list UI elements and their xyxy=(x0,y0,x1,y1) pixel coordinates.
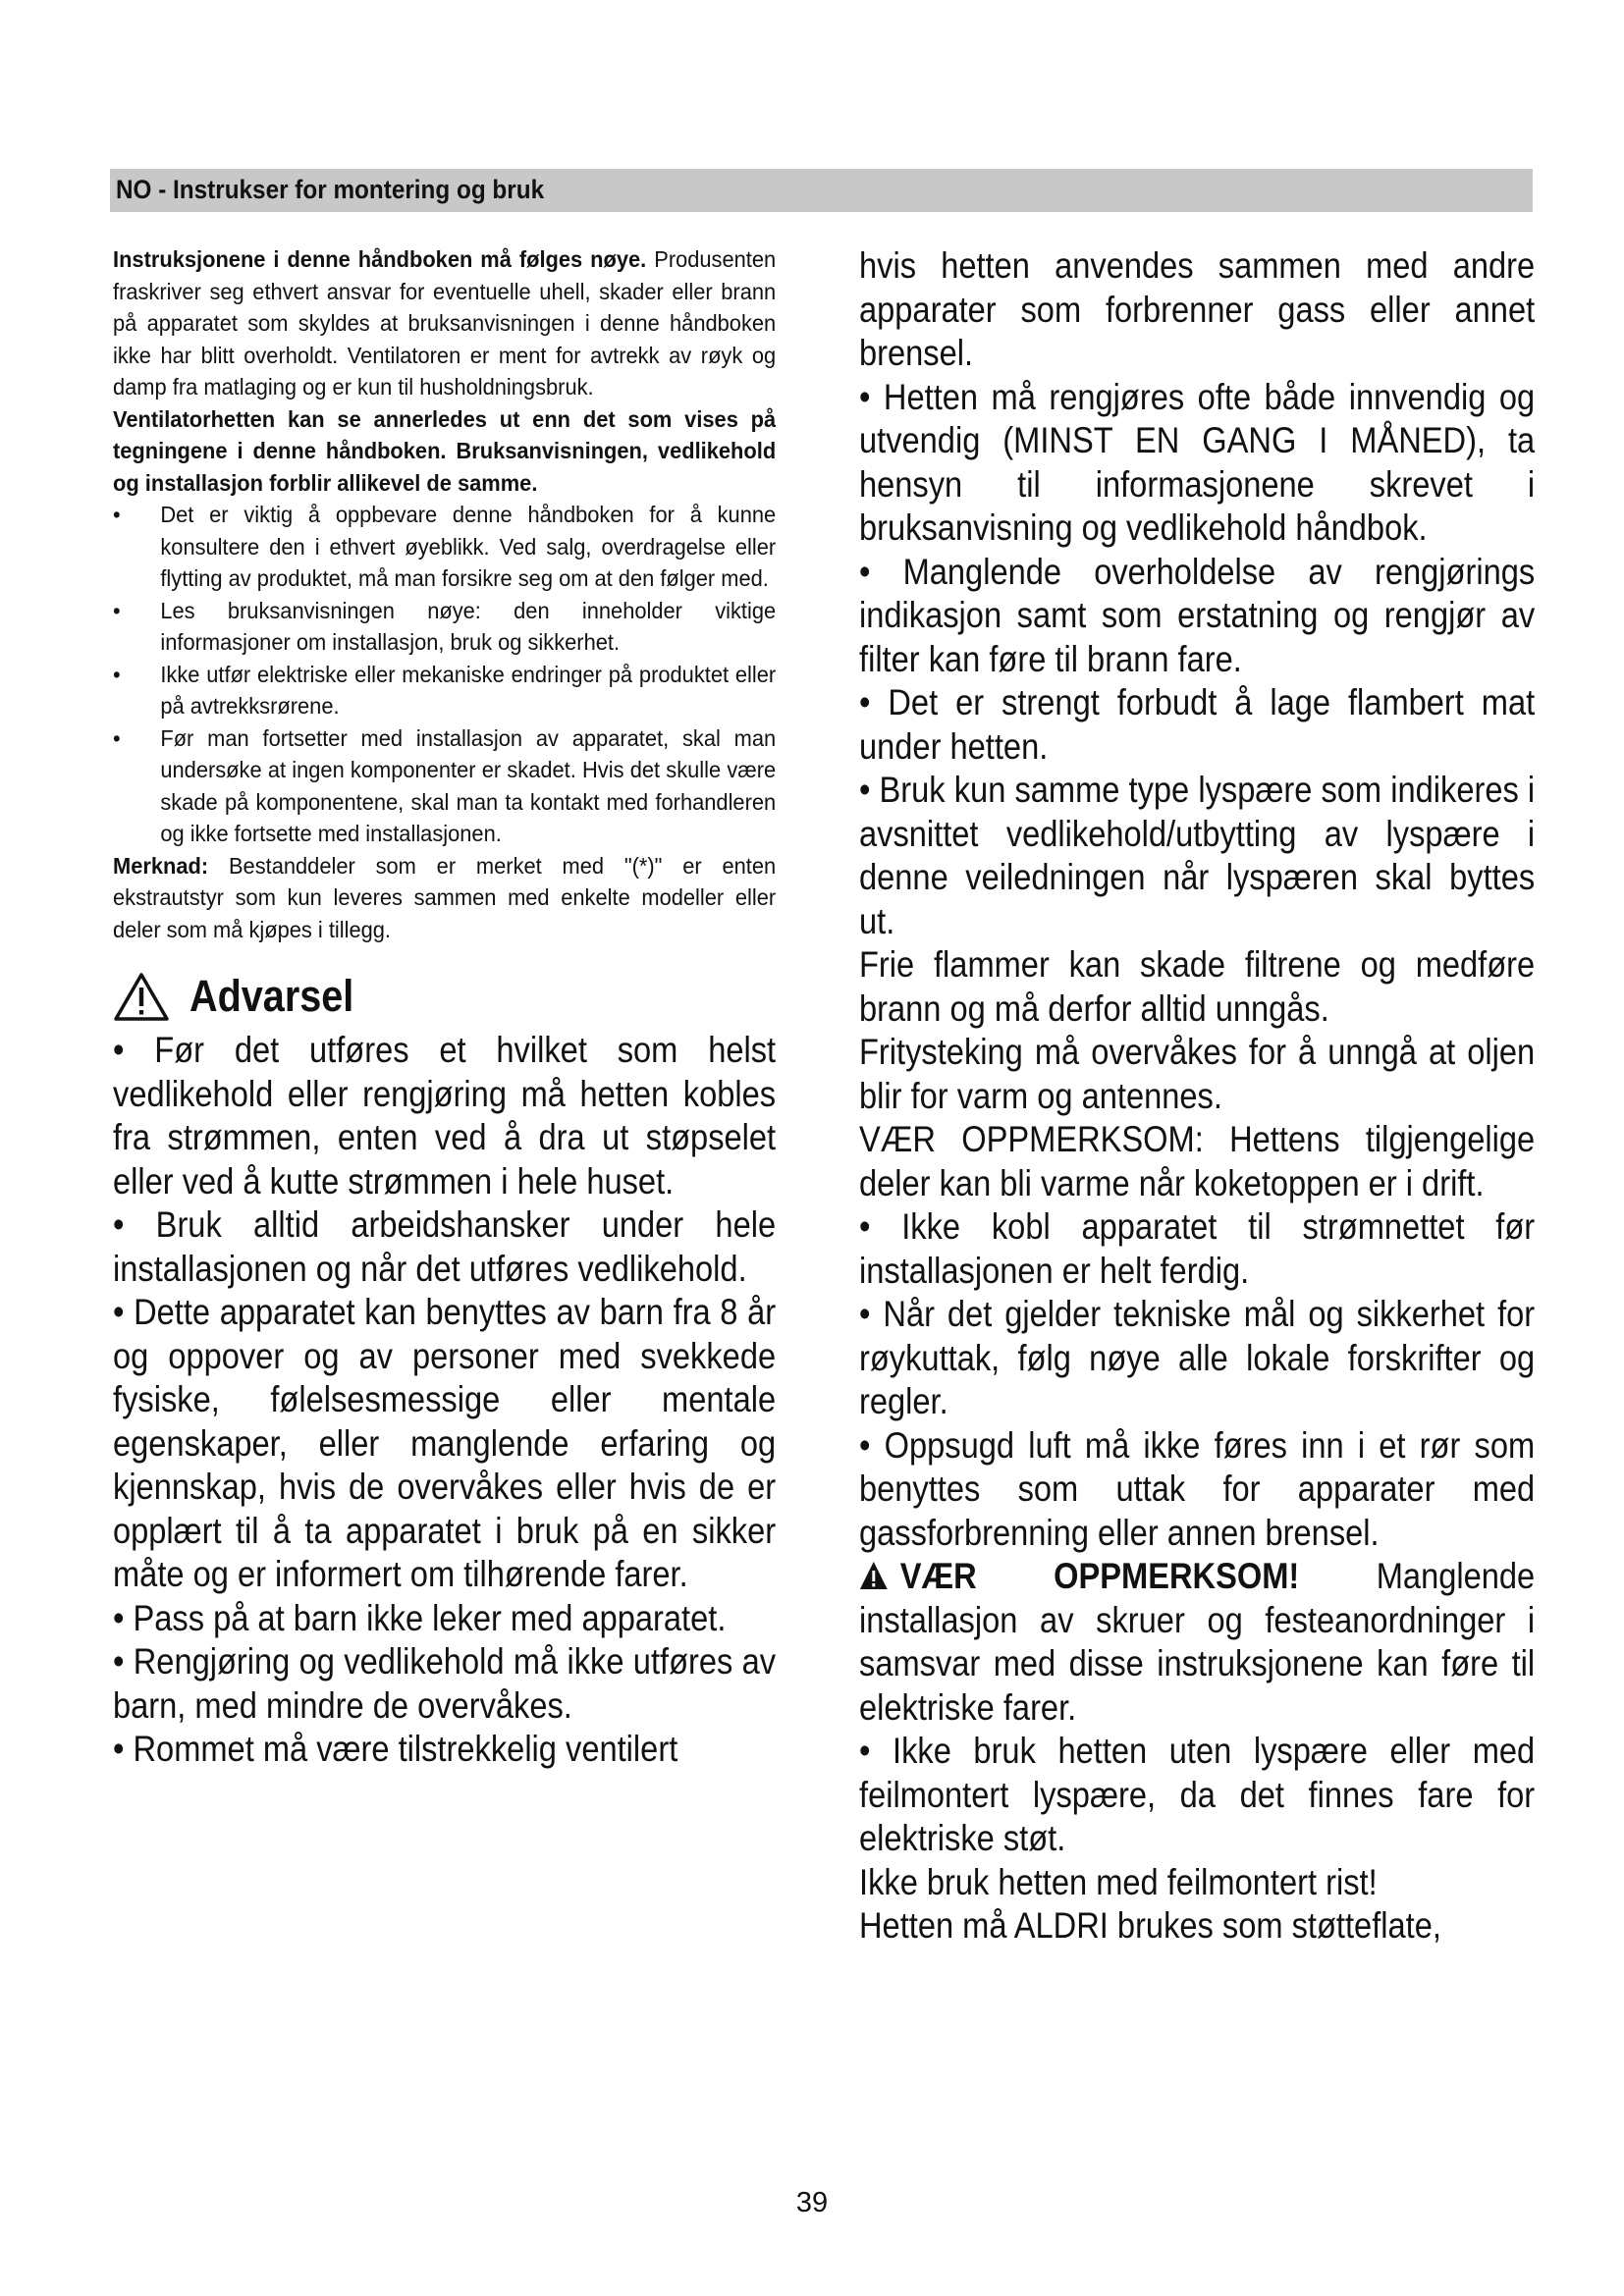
warning-item: • Bruk alltid arbeidshansker under hele installasjonen og når det utføres vedlikehold. xyxy=(113,1203,777,1289)
caution-text: Manglende installasjon av skruer og festeanordninger i samsvar med disse instruksjonene kan føre til elektriske farer. xyxy=(859,1555,1536,1728)
paragraph: • Det er strengt forbudt å lage flambert mat under hetten. xyxy=(859,681,1536,767)
paragraph: hvis hetten anvendes sammen med andre apparater som forbrenner gass eller annet brensel. xyxy=(859,244,1536,373)
paragraph: • Ikke kobl apparatet til strømnettet før installasjonen er helt ferdig. xyxy=(859,1205,1536,1291)
paragraph: • Manglende overholdelse av rengjørings indikasjon samt som erstatning og rengjør av filter kan føre til brann fare. xyxy=(859,550,1536,679)
list-item: • Det er viktig å oppbevare denne håndboken for å kunne konsultere den i ethvert øyeblikk. Ved salg, overdragelse eller flytting av produktet, må man forsikre seg om at den følger med. xyxy=(113,502,777,591)
paragraph: • Oppsugd luft må ikke føres inn i et rør som benyttes som uttak for apparater med gassforbrenning eller annen brensel. xyxy=(859,1423,1536,1553)
section-title: NO - Instrukser for montering og bruk xyxy=(116,175,545,204)
paragraph: Frie flammer kan skade filtrene og medføre brann og må derfor alltid unngås. xyxy=(859,943,1536,1029)
left-column xyxy=(113,243,776,1771)
section-header-bar xyxy=(110,169,1533,212)
intro-text: Produsenten fraskriver seg ethvert ansvar for eventuelle uhell, skader eller brann på apparatet som skyldes at bruksanvisningen i denne håndboken ikke har blitt overholdt. Ventilatoren er ment for avtrekk av røyk og damp fra matlaging og er kun til husholdningsbruk. xyxy=(113,246,777,400)
intro-paragraph xyxy=(113,243,776,403)
list-item: • Ikke utfør elektriske eller mekaniske endringer på produktet eller på avtrekksrørene. xyxy=(113,661,777,719)
paragraph: Fritysteking må overvåkes for å unngå at oljen blir for varm og antennes. xyxy=(859,1031,1536,1116)
right-text xyxy=(859,243,1535,1948)
note-label: Merknad: xyxy=(113,852,209,879)
warning-list xyxy=(113,1028,776,1771)
intro-block xyxy=(113,243,776,945)
list-item: • Før man fortsetter med installasjon av apparatet, skal man undersøke at ingen komponenter er skadet. Hvis det skulle være skade på komponentene, skal man ta kontakt med forhandleren og ikke fortsette med installasjonen. xyxy=(113,724,777,846)
paragraph: Ikke bruk hetten med feilmontert rist! xyxy=(859,1860,1378,1902)
paragraph: • Hetten må rengjøres ofte både innvendig og utvendig (MINST EN GANG I MÅNED), ta hensyn til informasjonene skrevet i bruksanvisning og vedlikehold håndbok. xyxy=(859,375,1536,548)
paragraph: Hetten må ALDRI brukes som støtteflate, xyxy=(859,1904,1441,1946)
list-item: • Les bruksanvisningen nøye: den inneholder viktige informasjoner om installasjon, bruk og sikkerhet. xyxy=(113,597,777,655)
right-column xyxy=(859,243,1535,1948)
bold-note: Ventilatorhetten kan se annerledes ut enn det som vises på tegningene i denne håndboken. Bruksanvisningen, vedlikehold og installasjon forblir allikevel de samme. xyxy=(113,405,777,496)
page-number: 39 xyxy=(795,2187,829,2218)
warning-item: • Før det utføres et hvilket som helst vedlikehold eller rengjøring må hetten kobles fra strømmen, enten ved å dra ut støpselet eller ved å kutte strømmen i hele huset. xyxy=(113,1029,777,1201)
note-text: Bestanddeler som er merket med "(*)" er enten ekstrautstyr som kun leveres sammen med enkelte modeller eller deler som må kjøpes i tillegg. xyxy=(113,852,777,942)
warning-heading xyxy=(113,967,776,1026)
caution-bold: VÆR OPPMERKSOM! xyxy=(899,1555,1300,1596)
paragraph: • Når det gjelder tekniske mål og sikkerhet for røykuttak, følg nøye alle lokale forskrifter og regler. xyxy=(859,1293,1536,1421)
paragraph: • Ikke bruk hetten uten lyspære eller med feilmontert lyspære, da det finnes fare for elektriske støt. xyxy=(859,1730,1536,1858)
paragraph: • Bruk kun samme type lyspære som indikeres i avsnittet vedlikehold/utbytting av lyspære i denne veiledningen når lyspæren skal byttes ut. xyxy=(859,769,1536,941)
warning-item: • Rommet må være tilstrekkelig ventilert xyxy=(113,1728,678,1769)
note-paragraph xyxy=(113,850,776,946)
warning-triangle-icon xyxy=(113,971,170,1022)
warning-item: • Rengjøring og vedlikehold må ikke utføres av barn, med mindre de overvåkes. xyxy=(113,1640,777,1726)
intro-bold: Instruksjonene i denne håndboken må følges nøye. xyxy=(113,246,647,272)
warning-title: Advarsel xyxy=(189,971,354,1021)
warning-item: • Dette apparatet kan benyttes av barn fra 8 år og oppover og av personer med svekkede fysiske, følelsesmessige eller mentale egenskaper, eller manglende erfaring og kjennskap, hvis de overvåkes eller hvis de er opplært til å ta apparatet i bruk på en sikker måte og er informert om tilhørende farer. xyxy=(113,1291,777,1594)
caution-triangle-icon xyxy=(859,1561,889,1590)
warning-item: • Pass på at barn ikke leker med apparatet. xyxy=(113,1596,727,1638)
caution-paragraph xyxy=(859,1554,1535,1729)
paragraph: VÆR OPPMERKSOM: Hettens tilgjengelige deler kan bli varme når koketoppen er i drift. xyxy=(859,1118,1536,1203)
